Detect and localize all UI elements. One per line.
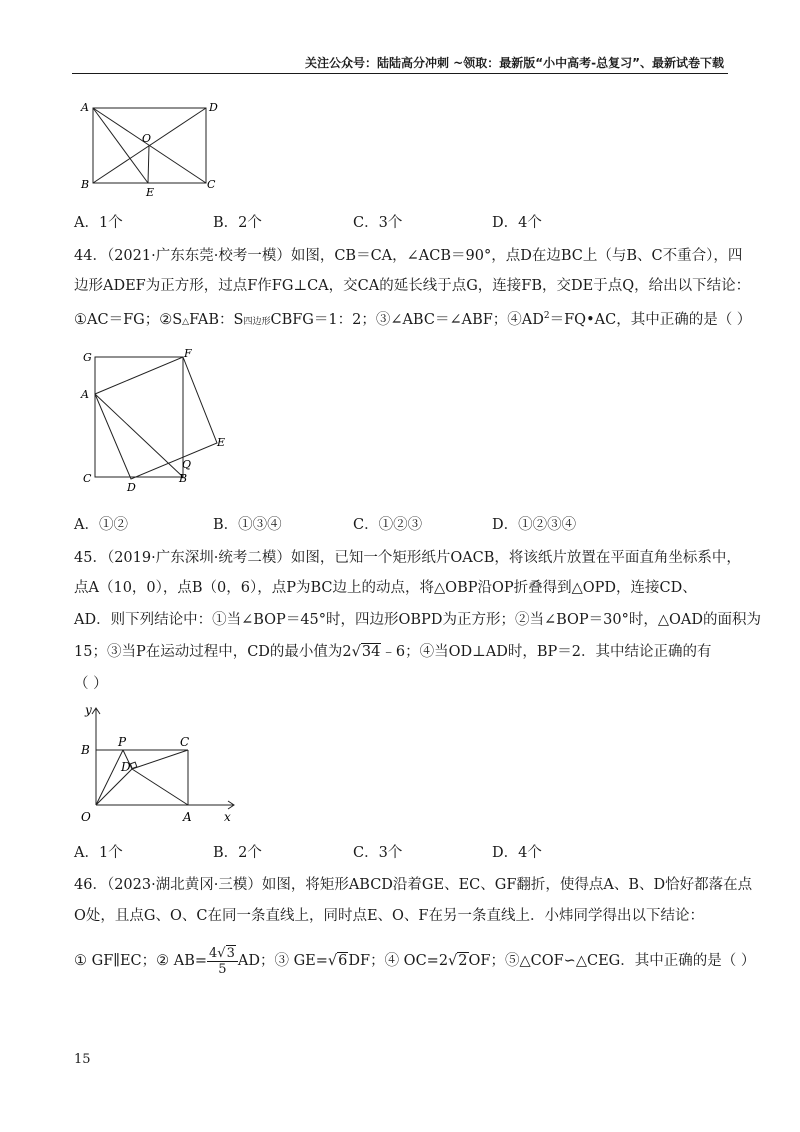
q44-line3: ①AC＝FG；②S△FAB：S四边形CBFG＝1：2；③∠ABC＝∠ABF；$④AD^2=FQ•AC$，其中正确的是（ ） xyxy=(74,311,752,328)
q45-option-b[interactable]: B．2个 xyxy=(213,845,262,861)
q46-line3: ① GF∥EC；② AB= $\frac{4√3}{5}$ AD；③ GE=√6DF；④ OC=2√2OF；⑤△COF∽△CEG．其中正确的是（ ） xyxy=(74,945,756,977)
label-A: A xyxy=(81,388,89,401)
label-Q: Q xyxy=(182,458,192,471)
label-D: D xyxy=(127,481,136,494)
q45-line4: 15；③当P在运动过程中，CD的最小值为2√34﹣6；④当OD⊥AD时，BP＝2．其中结论正确的有 xyxy=(74,644,712,660)
label-C: C xyxy=(207,178,216,191)
label-C: C xyxy=(83,472,92,485)
header-divider xyxy=(72,73,728,74)
q45-option-c[interactable]: C．3个 xyxy=(353,845,403,861)
page-number: 15 xyxy=(74,1052,91,1067)
q44-line1: 44．（2021·广东东莞·校考一模）如图，CB＝CA，∠ACB＝90°，点D在边BC上（与B、C不重合），四 xyxy=(74,248,743,264)
q44-option-c[interactable]: C．①②③ xyxy=(353,517,423,533)
q44-option-b[interactable]: B．①③④ xyxy=(213,517,282,533)
q45-option-d[interactable]: D．4个 xyxy=(492,845,542,861)
q44-option-d[interactable]: D．①②③④ xyxy=(492,517,577,533)
label-y: y xyxy=(85,703,92,717)
label-x: x xyxy=(224,810,231,824)
q43-option-a[interactable]: A．1个 xyxy=(74,215,123,231)
page-header: 关注公众号：陆陆高分冲刺 ~领取：最新版“小中高考-总复习”、最新试卷下载 xyxy=(305,56,724,70)
q45-line1: 45．（2019·广东深圳·统考二模）如图，已知一个矩形纸片OACB，将该纸片放置在平面直角坐标系中， xyxy=(74,550,741,566)
label-E: E xyxy=(146,186,155,199)
label-F: F xyxy=(184,347,192,360)
label-B: B xyxy=(179,472,188,485)
label-A: A xyxy=(183,810,192,824)
q43-option-d[interactable]: D．4个 xyxy=(492,215,542,231)
q45-line5: （ ） xyxy=(74,676,108,692)
label-D: D xyxy=(209,101,218,114)
q46-line2: O处，且点G、O、C在同一条直线上，同时点E、O、F在另一条直线上．小炜同学得出以下结论： xyxy=(74,908,704,924)
q43-option-b[interactable]: B．2个 xyxy=(213,215,262,231)
q43-figure xyxy=(76,96,226,205)
label-E: E xyxy=(217,436,226,449)
q43-option-c[interactable]: C．3个 xyxy=(353,215,403,231)
q45-line2: 点A（10，0），点B（0，6），点P为BC边上的动点，将△OBP沿OP折叠得到△OPD，连接CD、 xyxy=(74,580,697,596)
label-O: O xyxy=(142,132,152,145)
q44-line2: 边形ADEF为正方形，过点F作FG⊥CA，交CA的延长线于点G，连接FB，交DE于点Q，给出以下结论： xyxy=(74,278,751,294)
q45-option-a[interactable]: A．1个 xyxy=(74,845,123,861)
label-B: B xyxy=(81,178,90,191)
label-C: C xyxy=(180,735,190,749)
label-B: B xyxy=(81,743,90,757)
q44-figure xyxy=(76,345,236,499)
q45-line3: AD．则下列结论中：①当∠BOP＝45°时，四边形OBPD为正方形；②当∠BOP＝30°时，△OAD的面积为 xyxy=(74,612,761,628)
q44-option-a[interactable]: A．①② xyxy=(74,517,128,533)
q45-figure xyxy=(76,700,246,829)
label-A: A xyxy=(81,101,89,114)
label-G: G xyxy=(83,351,92,364)
label-O: O xyxy=(81,810,91,824)
q46-line1: 46．（2023·湖北黄冈·三模）如图，将矩形ABCD沿着GE、EC、GF翻折，使得点A、B、D恰好都落在点 xyxy=(74,877,753,893)
label-P: P xyxy=(118,735,127,749)
label-D: D xyxy=(121,760,131,774)
q46-fraction: $\frac{4√3}{5}$ xyxy=(207,946,238,977)
